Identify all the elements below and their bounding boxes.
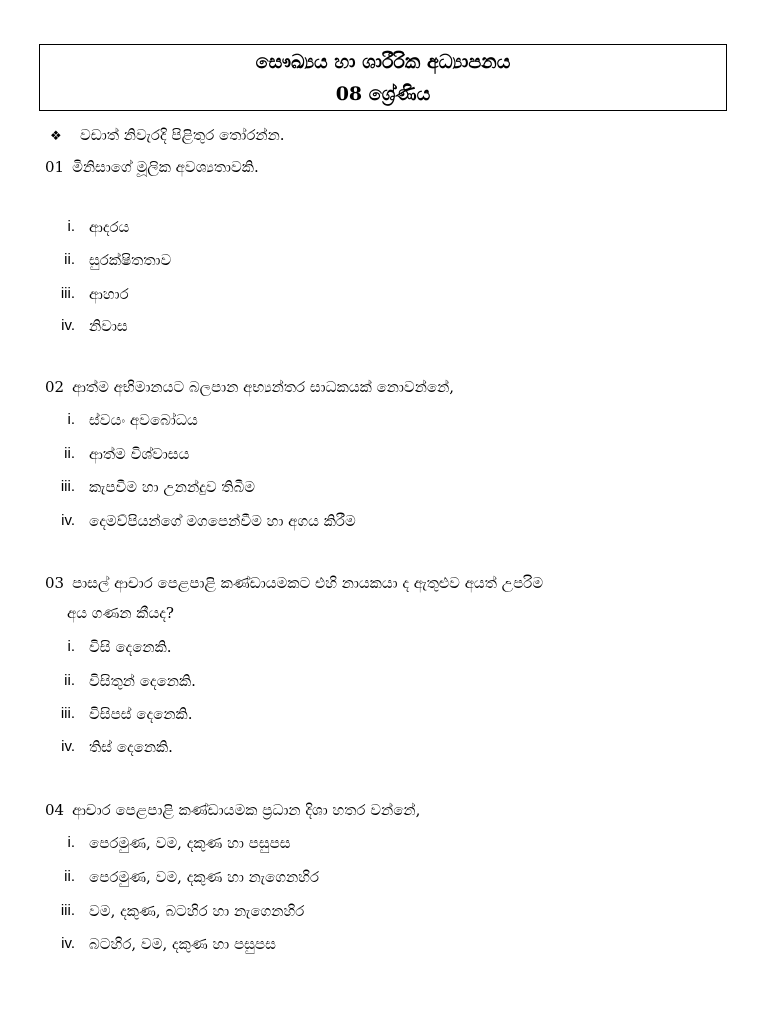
option-text: ආත්ම විශ්වාසය xyxy=(89,445,190,463)
option-number: iii. xyxy=(60,478,75,495)
page-title: සෞඛ්‍යය හා ශාරීරික අධ්‍යාපනය xyxy=(255,51,511,73)
option-text: පෙරමුණ, වම, දකුණ හා නැගෙනහිර xyxy=(89,868,320,886)
option-text: විසි දෙනෙකි. xyxy=(89,638,172,656)
question-3 xyxy=(45,574,544,622)
option-number: iii. xyxy=(60,902,75,919)
option-text: දෙමව්පියන්ගේ මගපෙන්වීම හා අගය කිරීම xyxy=(89,512,356,530)
header-box xyxy=(39,44,727,111)
option-number: ii. xyxy=(64,672,75,689)
instruction-text: වඩාත් නිවැරදි පිළිතුර තෝරන්න. xyxy=(80,126,285,144)
option-number: iv. xyxy=(61,935,75,952)
option-text: නිවාස xyxy=(89,317,128,335)
option-text: පෙරමුණ, වම, දකුණ හා පසුපස xyxy=(89,834,291,852)
question-text: මිනිසාගේ මූලික අවශ්‍යතාවකි. xyxy=(72,158,259,176)
option-number: ii. xyxy=(64,868,75,885)
option-number: iii. xyxy=(60,705,75,722)
option-text: ආහාර xyxy=(89,285,129,303)
question-number: 03 xyxy=(45,574,65,592)
option-number: i. xyxy=(67,834,75,851)
question-continuation: අය ගණන කීයද? xyxy=(67,604,174,622)
option-text: ආදරය xyxy=(89,218,130,236)
option-text: සුරක්ෂිතතාව xyxy=(89,251,172,269)
option-number: ii. xyxy=(64,445,75,462)
option-text: තිස් දෙනෙකි. xyxy=(89,738,173,756)
option-text: ස්වයං අවබෝධය xyxy=(89,411,198,429)
option-text: වම, දකුණ, බටහිර හා නැගෙනහිර xyxy=(89,902,305,920)
question-4 xyxy=(45,801,420,819)
question-1 xyxy=(45,158,259,176)
diamond-bullet-icon: ❖ xyxy=(50,129,62,144)
question-number: 04 xyxy=(45,801,65,819)
option-number: i. xyxy=(67,218,75,235)
question-2 xyxy=(45,378,454,396)
option-text: විසිපස් දෙනෙකි. xyxy=(89,705,193,723)
option-number: iv. xyxy=(61,738,75,755)
option-number: iv. xyxy=(61,317,75,334)
question-text: පාසල් ආචාර පෙළපාළි කණ්ඩායමකට එහි නායකයා ද ඇතුළුව අයත් උපරිම xyxy=(72,574,544,592)
option-number: i. xyxy=(67,411,75,428)
option-text: බටහිර, වම, දකුණ හා පසුපස xyxy=(89,935,276,953)
option-number: iv. xyxy=(61,512,75,529)
option-number: iii. xyxy=(60,285,75,302)
option-text: කැපවීම හා උනන්දුව තිබීම xyxy=(89,478,256,496)
option-number: ii. xyxy=(64,251,75,268)
grade-label: 08 ශ්‍රේණිය xyxy=(335,83,431,105)
option-text: විසිතුන් දෙනෙකි. xyxy=(89,672,196,690)
question-text: ආත්ම අභිමානයට බලපාන අභ්‍යන්තර සාධකයක් නොවන්නේ, xyxy=(72,378,455,396)
question-text: ආචාර පෙළපාළි කණ්ඩායමක ප්‍රධාන දිශා හතර වන්නේ, xyxy=(72,801,421,819)
question-number: 02 xyxy=(45,378,65,396)
question-number: 01 xyxy=(45,158,65,176)
instruction xyxy=(50,126,285,144)
option-number: i. xyxy=(67,638,75,655)
